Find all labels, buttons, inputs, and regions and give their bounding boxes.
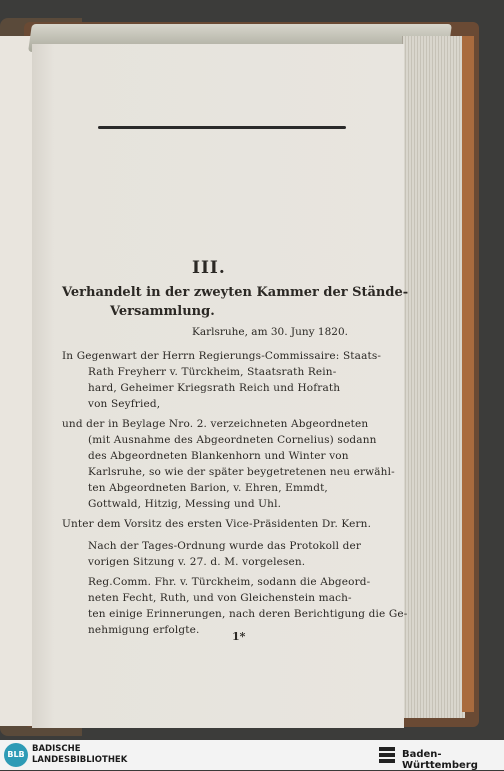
body-line: nehmigung erfolgte. xyxy=(88,624,200,636)
date-line: Karlsruhe, am 30. Juny 1820. xyxy=(192,326,348,338)
book-spine-edge xyxy=(462,36,474,712)
body-line: Rath Freyherr v. Türckheim, Staatsrath Rein- xyxy=(88,366,337,378)
body-line: In Gegenwart der Herrn Regierungs-Commissaire: Staats- xyxy=(62,350,382,362)
body-line: Karlsruhe, so wie der später beygetretenen neu erwähl- xyxy=(88,466,395,478)
body-line: Reg.Comm. Fhr. v. Türckheim, sodann die Abgeord- xyxy=(88,576,371,588)
body-line: des Abgeordneten Blankenhorn und Winter von xyxy=(88,450,349,462)
body-line: Nach der Tages-Ordnung wurde das Protokoll der xyxy=(88,540,362,552)
body-line: Gottwald, Hitzig, Messing und Uhl. xyxy=(88,498,282,510)
state-name[interactable]: Baden-Württemberg xyxy=(402,749,478,771)
heading-line-1: Verhandelt in der zweyten Kammer der Stände- xyxy=(62,285,409,300)
body-line: neten Fecht, Ruth, und von Gleichenstein mach- xyxy=(88,592,352,604)
body-line: Unter dem Vorsitz des ersten Vice-Präsidenten Dr. Kern. xyxy=(62,518,372,530)
page-signature: 1* xyxy=(232,630,246,643)
footer-bar xyxy=(0,740,504,770)
body-line: vorigen Sitzung v. 27. d. M. vorgelesen. xyxy=(88,556,306,568)
library-name-line-1: BADISCHE xyxy=(32,744,81,754)
library-name[interactable] xyxy=(32,744,127,766)
body-line: ten Abgeordneten Barion, v. Ehren, Emmdt, xyxy=(88,482,328,494)
body-line: und der in Beylage Nro. 2. verzeichneten Abgeordneten xyxy=(62,418,369,430)
state-crest-icon xyxy=(378,745,396,765)
blb-logo[interactable]: BLB xyxy=(4,743,28,767)
page-fore-edge xyxy=(402,36,465,718)
heading-line-2: Versammlung. xyxy=(110,304,215,319)
body-line: hard, Geheimer Kriegsrath Reich und Hofrath xyxy=(88,382,341,394)
body-line: (mit Ausnahme des Abgeordneten Cornelius) sodann xyxy=(88,434,377,446)
body-line: ten einige Erinnerungen, nach deren Berichtigung die Ge- xyxy=(88,608,408,620)
header-rule xyxy=(98,126,346,129)
body-line: von Seyfried, xyxy=(88,398,161,410)
chapter-numeral: III. xyxy=(192,258,226,278)
library-name-line-2: LANDESBIBLIOTHEK xyxy=(32,755,128,765)
